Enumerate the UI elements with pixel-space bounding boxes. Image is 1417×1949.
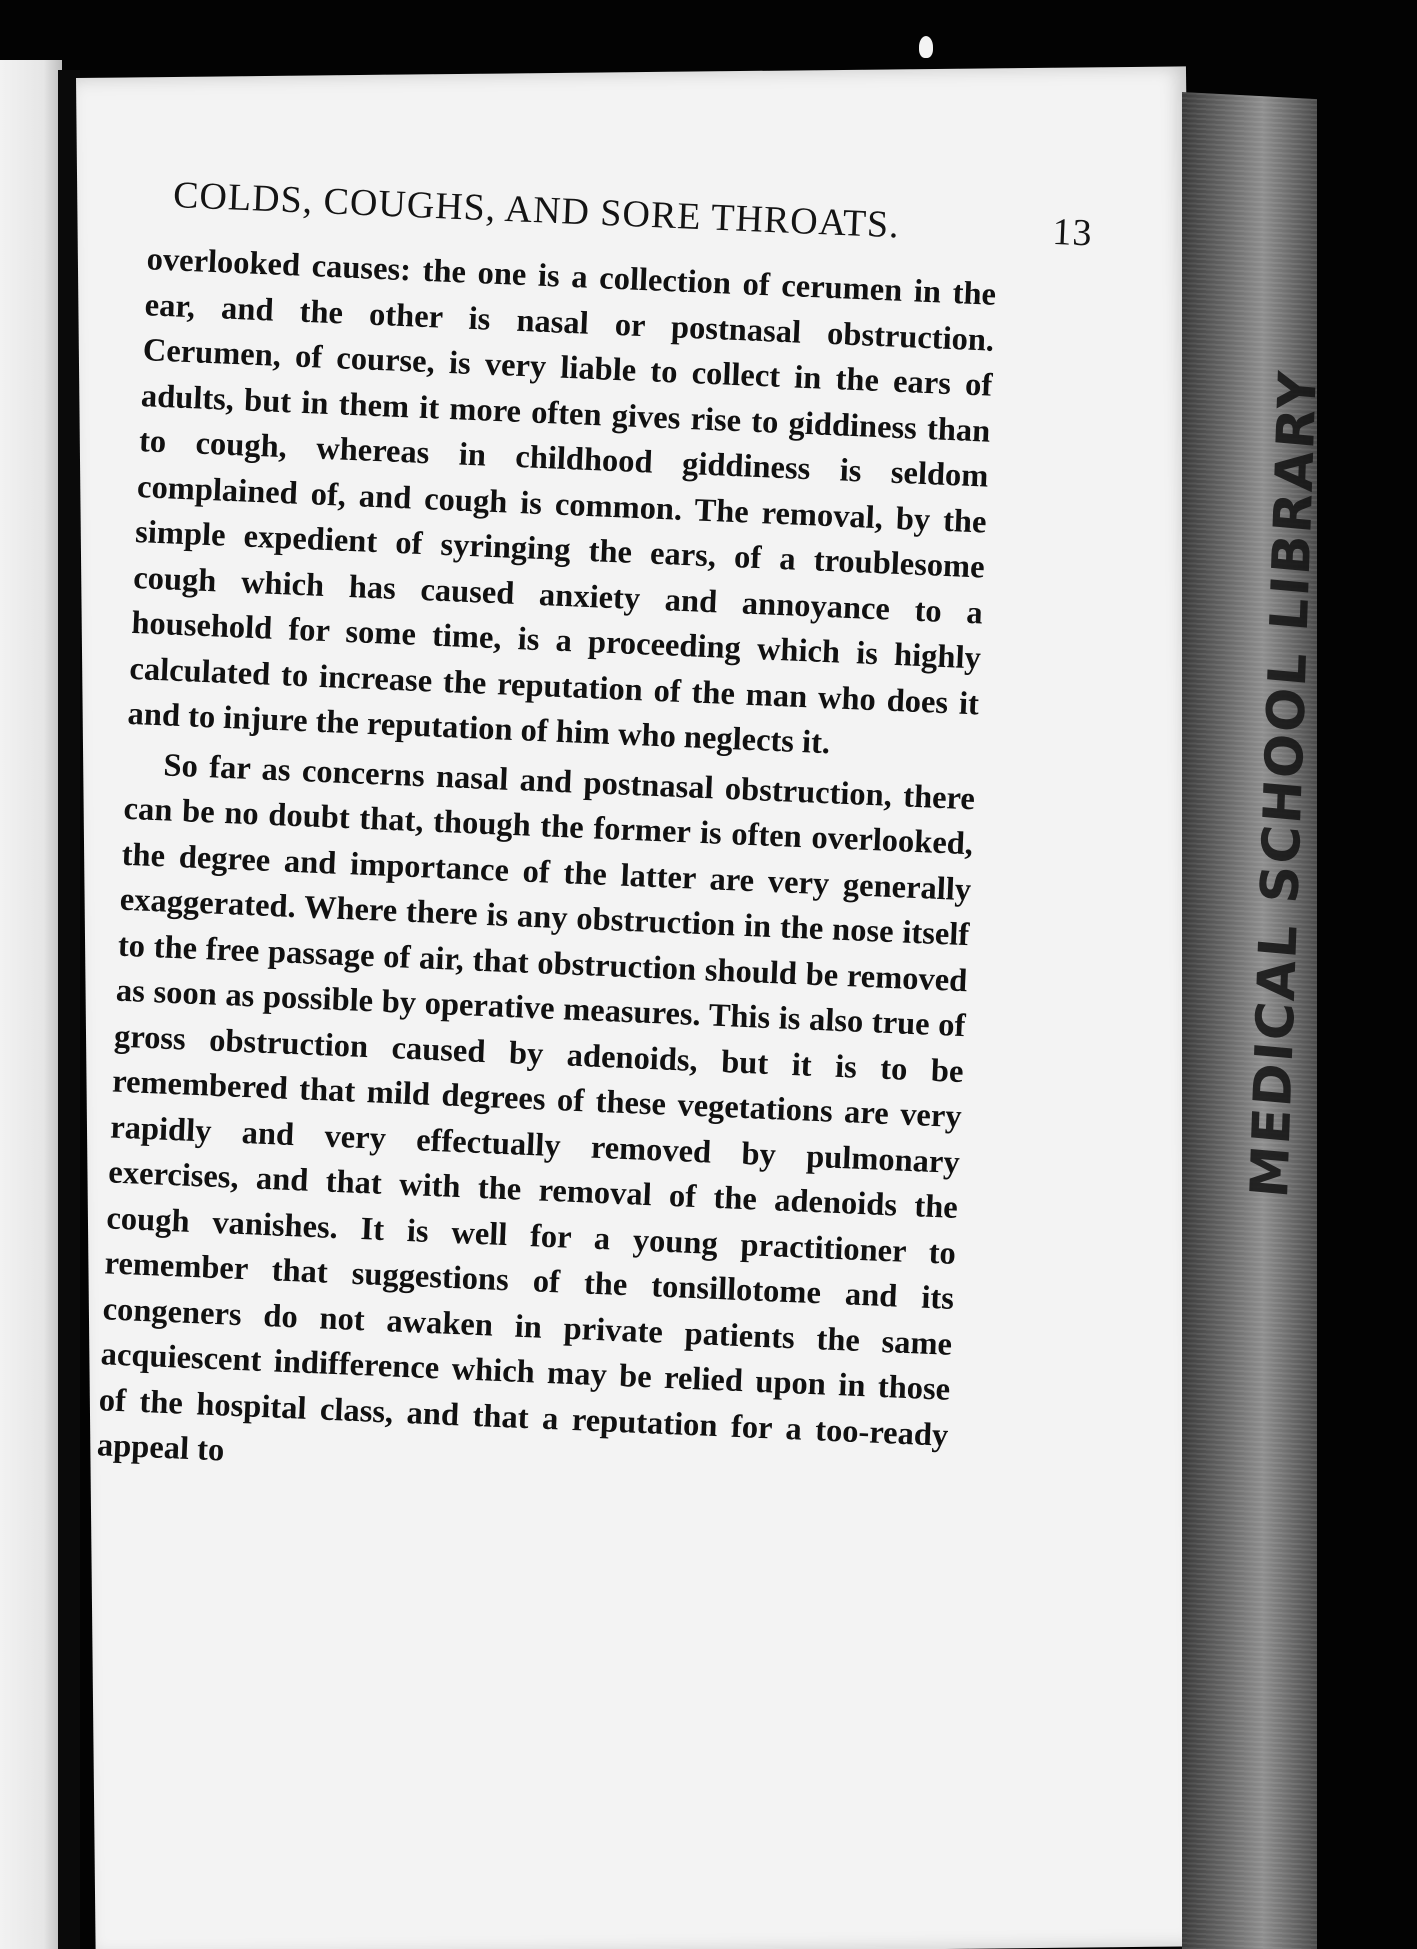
book-page [76, 66, 1206, 1949]
paragraph-1: overlooked causes: the one is a collection of cerumen in the ear, and the other is nasal or postnasal obstruction. Cerumen, of course, is very liable to collect in the ears of adults, but in them it more often gives rise to giddiness than to cough, whereas in childhood giddiness is seldom complained of, and cough is common. The removal, by the simple expedient of syringing the ears, of a troublesome cough which has caused anxiety and annoyance to a household for some time, is a proceeding which is highly calculated to increase the reputation of the man who does it and to injure the reputation of him who neglects it. [126, 241, 997, 762]
running-head-title: COLDS, COUGHS, AND SORE THROATS. [172, 174, 901, 247]
page-number: 13 [1051, 210, 1094, 255]
paragraph-2: So far as concerns nasal and postnasal obstruction, there can be no doubt that, though the former is often overlooked, the degree and importance of the latter are very generally exaggerated. Where there is any obstruction in the nose itself to the free passage of air, that obstruction should be removed as soon as possible by operative measures. This is also true of gross obstruction caused by adenoids, but it is to be remembered that mild degrees of these vegetations are very rapidly and very effectually removed by pulmonary exercises, and that with the removal of the adenoids the cough vanishes. It is well for a young practitioner to remember that suggestions of the tonsillotome and its congeners do not awaken in private patients the same acquiescent indifference which may be relied upon in those of the hospital class, and that a reputation for a too-ready appeal to [96, 746, 976, 1469]
body-text [96, 237, 997, 1504]
library-stamp: MEDICAL SCHOOL LIBRARY [1240, 367, 1329, 1201]
book-spine [1182, 92, 1329, 1949]
book-gutter [58, 70, 80, 1949]
previous-page-edge [0, 60, 62, 1949]
scan-mark [919, 36, 933, 58]
